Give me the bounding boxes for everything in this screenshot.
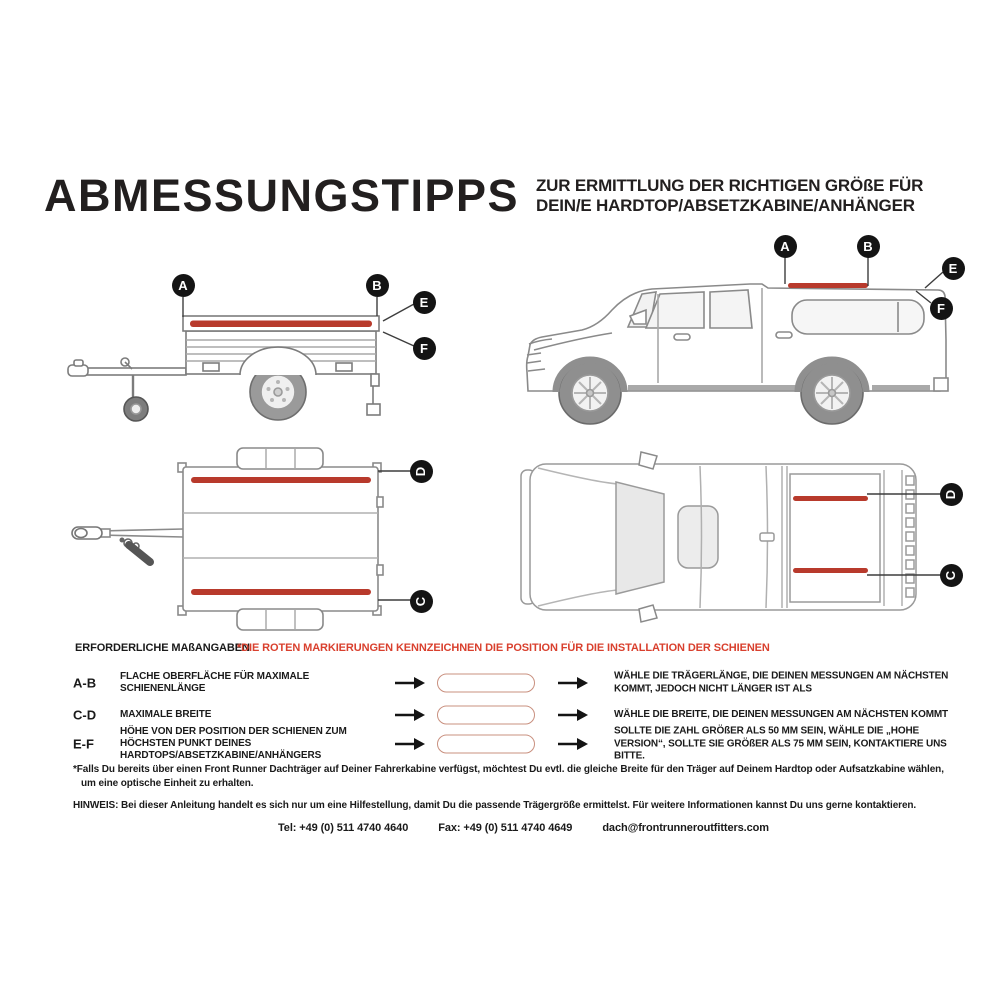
subtitle-line-2: DEIN/E HARDTOP/ABSETZKABINE/ANHÄNGER [536, 196, 915, 215]
marker-a-truck-side: A [774, 235, 797, 258]
measurement-result: WÄHLE DIE BREITE, DIE DEINEN MESSUNGEN AM NÄCHSTEN KOMMT [614, 708, 949, 720]
truck-top-view [521, 452, 916, 622]
arrow-right-icon [395, 677, 425, 689]
marker-a-trailer-side: A [172, 274, 195, 297]
contact-footer [278, 822, 769, 834]
marker-f-truck-side: F [930, 297, 953, 320]
subtitle-line-1: ZUR ERMITTLUNG DER RICHTIGEN GRÖßE FÜR [536, 176, 924, 195]
arrow-right-icon [395, 738, 425, 750]
measurements-heading: ERFORDERLICHE MAßANGABEN [75, 642, 250, 654]
trailer-top-view [72, 448, 383, 630]
marker-c-trailer-top: C [410, 590, 433, 613]
marker-b-truck-side: B [857, 235, 880, 258]
arrow-right-icon [558, 677, 588, 689]
measurement-label: HÖHE VON DER POSITION DER SCHIENEN ZUM HÖCHSTEN PUNKT DEINES HARDTOPS/ABSETZKABINE/ANHÄNGERS [120, 726, 347, 761]
arrow-right-icon [395, 709, 425, 721]
measurement-input-pill[interactable] [437, 674, 535, 693]
marker-d-trailer-top: D [410, 460, 433, 483]
marker-c-truck-top: C [940, 564, 963, 587]
measurement-input-pill[interactable] [437, 735, 535, 754]
asterisk-footnote: *Falls Du bereits über einen Front Runner Dachträger auf Deiner Fahrerkabine verfügst, möchtest Du evtl. die gleiche Breite für den Träger auf Deinem Hardtop oder Aufsatzkabine wählen, um eine optische Einheit zu erhalten. [73, 764, 944, 789]
page-title: ABMESSUNGSTIPPS [44, 170, 520, 221]
measurement-row-cd [73, 702, 963, 728]
hint-note: HINWEIS: Bei dieser Anleitung handelt es sich nur um eine Hilfestellung, damit Du die passende Trägergröße ermittelst. Für weitere Informationen kannst Du uns gerne kontaktieren. [73, 800, 917, 811]
measurement-key: C-D [73, 707, 97, 723]
measurement-row-ab [73, 670, 963, 696]
arrow-right-icon [558, 738, 588, 750]
measurement-input-pill[interactable] [437, 706, 535, 725]
marker-f-trailer-side: F [413, 337, 436, 360]
measurement-row-ef [73, 727, 963, 761]
measurement-label: FLACHE OBERFLÄCHE FÜR MAXIMALE SCHIENENLÄNGE [120, 671, 310, 694]
red-markings-note: *DIE ROTEN MARKIERUNGEN KENNZEICHNEN DIE POSITION FÜR DIE INSTALLATION DER SCHIENEN [237, 642, 770, 654]
measurement-result: SOLLTE DIE ZAHL GRÖßER ALS 50 MM SEIN, WÄHLE DIE „HOHE VERSION“, SOLLTE SIE GRÖßER ALS 75 MM SEIN, KONTAKTIERE UNS BITTE. [614, 725, 947, 762]
footer-tel: Tel: +49 (0) 511 4740 4640 [278, 822, 409, 834]
marker-d-truck-top: D [940, 483, 963, 506]
footer-email: dach@frontrunneroutfitters.com [602, 822, 769, 834]
measurement-key: E-F [73, 736, 94, 752]
measurement-result: WÄHLE DIE TRÄGERLÄNGE, DIE DEINEN MESSUNGEN AM NÄCHSTEN KOMMT, JEDOCH NICHT LÄNGER IST ALS [614, 670, 949, 694]
truck-side-view [527, 283, 948, 424]
footer-fax: Fax: +49 (0) 511 4740 4649 [438, 822, 573, 834]
measurement-key: A-B [73, 675, 97, 691]
trailer-side-view [68, 316, 380, 421]
marker-e-truck-side: E [942, 257, 965, 280]
marker-b-trailer-side: B [366, 274, 389, 297]
measurement-label: MAXIMALE BREITE [120, 709, 212, 720]
marker-e-trailer-side: E [413, 291, 436, 314]
arrow-right-icon [558, 709, 588, 721]
